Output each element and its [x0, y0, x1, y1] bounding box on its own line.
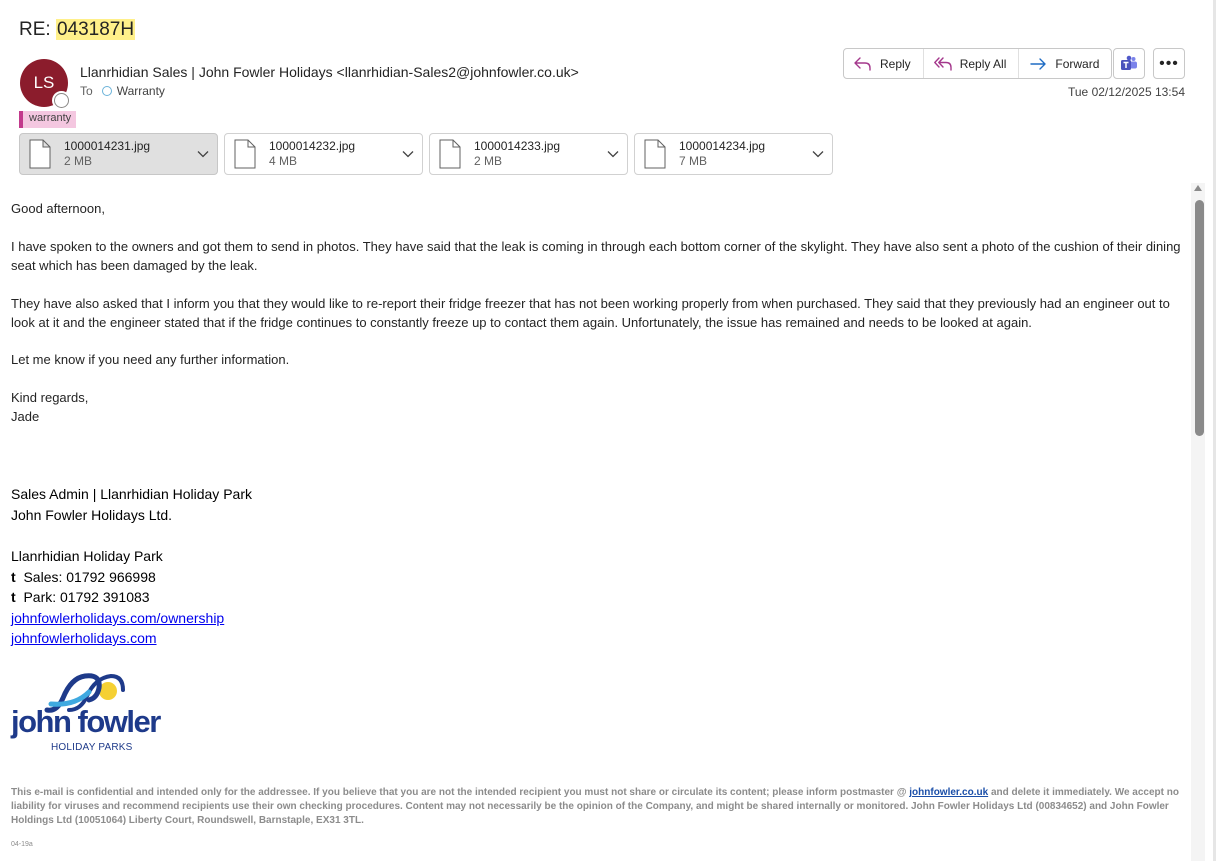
signature-park-phone [11, 587, 150, 608]
disclaimer-text-2: and delete it immediately. We accept no liability for viruses and recommend recipients use their own checking procedures. Content may not necessarily be the opinion of the Company, and might be shared internally or monitored. John Fowler Holidays Ltd (00834652) and John Fowler Holdings Ltd (10051064) Liberty Court, Roundswell, Barnstaple, EX31 3TL. [11, 787, 1179, 826]
reply-icon [854, 57, 872, 71]
signature-sales-phone [11, 567, 156, 588]
chevron-down-icon[interactable] [607, 150, 619, 158]
subject-highlight: 043187H [56, 19, 135, 40]
attachment-name: 1000014233.jpg [474, 139, 561, 153]
reply-all-button[interactable] [924, 49, 1020, 78]
postmaster-link[interactable]: johnfowler.co.uk [909, 787, 989, 798]
disclaimer [11, 786, 1181, 828]
attachment-name: 1000014231.jpg [64, 139, 151, 153]
scroll-up-arrow-icon[interactable] [1194, 185, 1202, 191]
email-subject [19, 19, 135, 41]
body-paragraph-1: I have spoken to the owners and got them to send in photos. They have said that the leak is coming in through each bottom corner of the skylight. They have also sent a photo of the cushion of their dining seat which has been damaged by the leak. [11, 239, 1181, 273]
body-paragraph-2: They have also asked that I inform you that they would like to re-report their fridge freezer that has not been working properly from when purchased. They said that they previously had an engineer out to look at it and the engineer stated that if the fridge continues to constantly freeze up to contact them again. Unfortunately, the issue has remained and needs to be looked at again. [11, 296, 1170, 330]
sender-first-name: Jade [11, 409, 40, 424]
website-link[interactable]: johnfowlerholidays.com [11, 630, 157, 646]
presence-status-icon [54, 93, 69, 108]
greeting: Good afternoon, [11, 201, 105, 216]
park-phone: Park: 01792 391083 [23, 589, 150, 605]
recipients-row [80, 84, 165, 98]
logo-wordmark: john fowler [11, 704, 160, 739]
attachment-card[interactable] [634, 133, 833, 175]
john-fowler-logo [11, 666, 173, 756]
forward-label: Forward [1055, 56, 1100, 71]
signature-company: John Fowler Holidays Ltd. [11, 507, 173, 523]
sender-avatar[interactable]: LS [20, 59, 68, 107]
more-icon: ••• [1159, 54, 1179, 72]
logo-subtitle: HOLIDAY PARKS [51, 742, 133, 753]
file-icon [439, 139, 461, 169]
sales-phone: Sales: 01792 966998 [23, 569, 156, 585]
category-tag[interactable]: warranty [19, 111, 76, 128]
signature-park: Llanrhidian Holiday Park [11, 548, 163, 564]
file-icon [644, 139, 666, 169]
attachment-card[interactable] [224, 133, 423, 175]
reply-label: Reply [880, 56, 911, 71]
attachment-size: 2 MB [64, 154, 93, 168]
recipient-name[interactable]: Warranty [116, 84, 165, 98]
ownership-link-row [11, 608, 224, 629]
to-label: To [80, 84, 93, 98]
sent-date: Tue 02/12/2025 13:54 [1068, 85, 1185, 99]
phone-prefix: t [11, 589, 16, 605]
website-link-row [11, 628, 157, 649]
chevron-down-icon[interactable] [402, 150, 414, 158]
attachment-name: 1000014234.jpg [679, 139, 766, 153]
attachment-card[interactable] [429, 133, 628, 175]
forward-icon [1029, 57, 1047, 71]
file-icon [234, 139, 256, 169]
subject-prefix: RE: [19, 19, 56, 40]
closing: Kind regards, [11, 390, 89, 405]
chevron-down-icon[interactable] [197, 150, 209, 158]
body-paragraph-3: Let me know if you need any further information. [11, 352, 290, 367]
recipient-presence-icon [102, 86, 112, 96]
more-options-button[interactable] [1153, 48, 1185, 79]
disclaimer-text-1: This e-mail is confidential and intended only for the addressee. If you believe that you are not the intended recipient you must not share or circulate its content; please inform postmaster @ [11, 787, 910, 798]
sender-name[interactable]: Llanrhidian Sales | John Fowler Holidays <llanrhidian-Sales2@johnfowler.co.uk> [80, 64, 579, 80]
ownership-link[interactable]: johnfowlerholidays.com/ownership [11, 610, 225, 626]
signature-role: Sales Admin | Llanrhidian Holiday Park [11, 486, 252, 502]
teams-button[interactable] [1113, 48, 1145, 79]
attachment-size: 4 MB [269, 154, 298, 168]
attachment-size: 7 MB [679, 154, 708, 168]
teams-icon [1120, 55, 1138, 73]
reply-button[interactable] [844, 49, 924, 78]
phone-prefix: t [11, 569, 16, 585]
footer-code: 04-19a [11, 841, 33, 848]
scrollbar-thumb[interactable] [1195, 200, 1204, 436]
attachment-size: 2 MB [474, 154, 503, 168]
attachment-card[interactable] [19, 133, 218, 175]
reply-all-label: Reply All [959, 56, 1007, 71]
attachment-name: 1000014232.jpg [269, 139, 356, 153]
reply-all-icon [934, 57, 952, 71]
chevron-down-icon[interactable] [812, 150, 824, 158]
forward-button[interactable] [1019, 49, 1111, 78]
message-actions [843, 48, 1112, 79]
file-icon [29, 139, 51, 169]
